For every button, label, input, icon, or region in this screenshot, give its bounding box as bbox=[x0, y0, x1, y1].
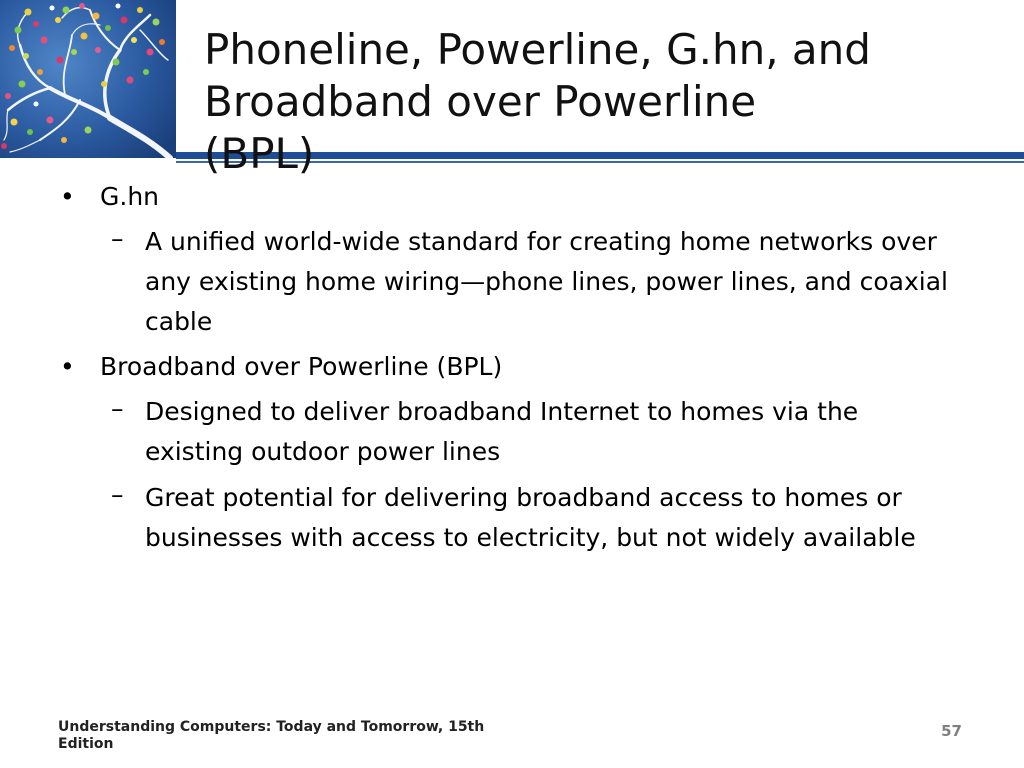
dash-icon: – bbox=[111, 394, 124, 423]
sub-bullet-text: A unified world-wide standard for creating home networks over any existing home wiring—phone lines, power lines, and coaxial cable bbox=[145, 227, 948, 336]
sub-bullet-item bbox=[58, 392, 958, 472]
dash-icon: – bbox=[111, 224, 124, 253]
sub-bullet-text: Designed to deliver broadband Internet to homes via the existing outdoor power lines bbox=[145, 397, 859, 466]
page-number: 57 bbox=[941, 722, 962, 740]
footer-book-title: Understanding Computers: Today and Tomorrow, 15th Edition bbox=[58, 719, 485, 752]
bullet-item bbox=[58, 178, 958, 216]
bullet-list bbox=[58, 178, 958, 564]
sub-bullet-item bbox=[58, 222, 958, 342]
bullet-text: Broadband over Powerline (BPL) bbox=[100, 352, 503, 381]
sub-bullet-item bbox=[58, 478, 958, 558]
bullet-text: G.hn bbox=[100, 182, 160, 211]
bullet-dot-icon: • bbox=[60, 352, 75, 381]
sub-bullet-text: Great potential for delivering broadband access to homes or businesses with access to electricity, but not widely available bbox=[145, 483, 916, 552]
dash-icon: – bbox=[111, 480, 124, 509]
slide-title: Phoneline, Powerline, G.hn, and Broadband over Powerline (BPL) bbox=[204, 25, 871, 178]
bullet-item bbox=[58, 348, 958, 386]
decorative-tree-image bbox=[0, 0, 176, 158]
bullet-dot-icon: • bbox=[60, 182, 75, 211]
